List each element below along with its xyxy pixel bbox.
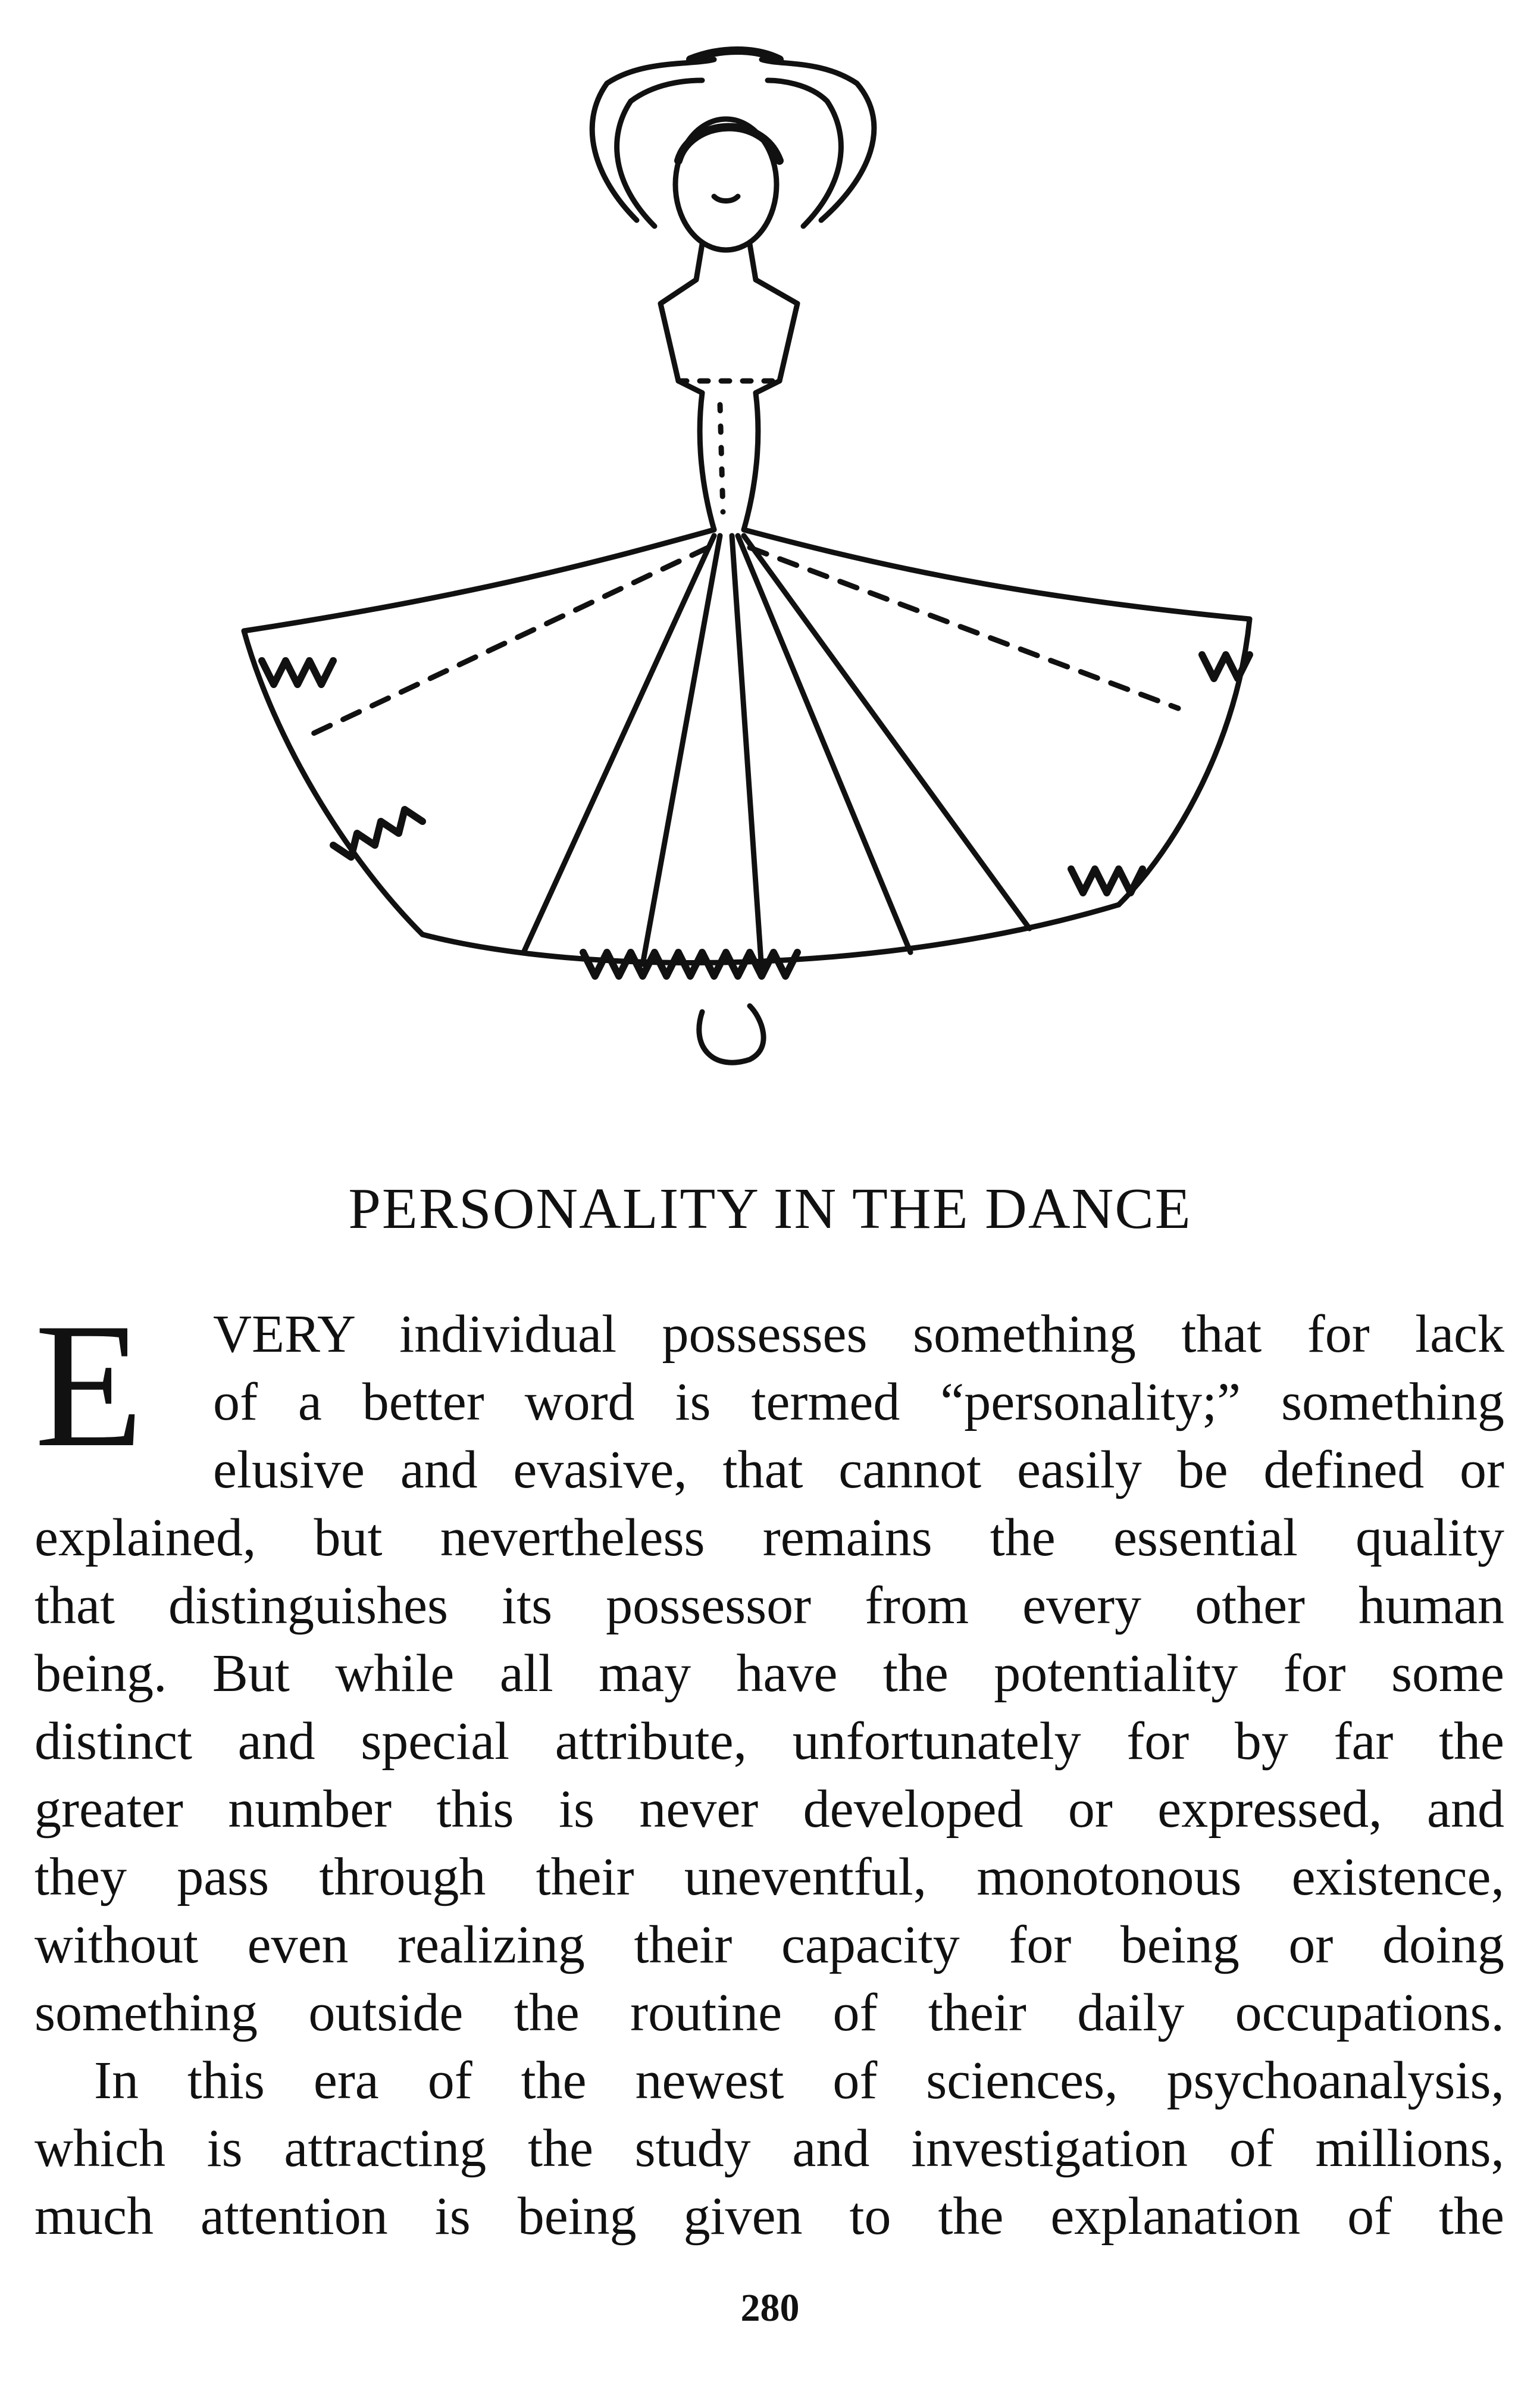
text-line: VERY individual possesses something that for lack: [213, 1305, 1504, 1364]
text-line: greater number this is never developed or expressed, and: [35, 1780, 1504, 1839]
text-line: In this era of the newest of sciences, psychoanalysis,: [94, 2051, 1504, 2110]
text-line: that distinguishes its possessor from every other human: [35, 1576, 1504, 1635]
article-body: [35, 1286, 1504, 2251]
text-line: explained, but nevertheless remains the essential quality: [35, 1508, 1504, 1567]
drop-cap: E: [35, 1286, 144, 1484]
dancer-illustration: [226, 24, 1309, 1089]
text-line: being. But while all may have the potentiality for some: [35, 1644, 1504, 1703]
text-line: they pass through their uneventful, monotonous existence,: [35, 1848, 1504, 1906]
page-title: PERSONALITY IN THE DANCE: [348, 1177, 1192, 1241]
text-line: which is attracting the study and investigation of millions,: [35, 2119, 1504, 2178]
text-line: of a better word is termed “personality;” something: [213, 1373, 1504, 1431]
dancer-illustration-icon: [226, 24, 1309, 1089]
page-number: 280: [740, 2286, 800, 2330]
text-line: something outside the routine of their daily occupations.: [35, 1983, 1504, 2042]
text-line: without even realizing their capacity for being or doing: [35, 1915, 1504, 1974]
text-line: elusive and evasive, that cannot easily be defined or: [213, 1440, 1504, 1499]
text-line: distinct and special attribute, unfortunately for by far the: [35, 1712, 1504, 1771]
text-line: much attention is being given to the explanation of the: [35, 2187, 1504, 2246]
